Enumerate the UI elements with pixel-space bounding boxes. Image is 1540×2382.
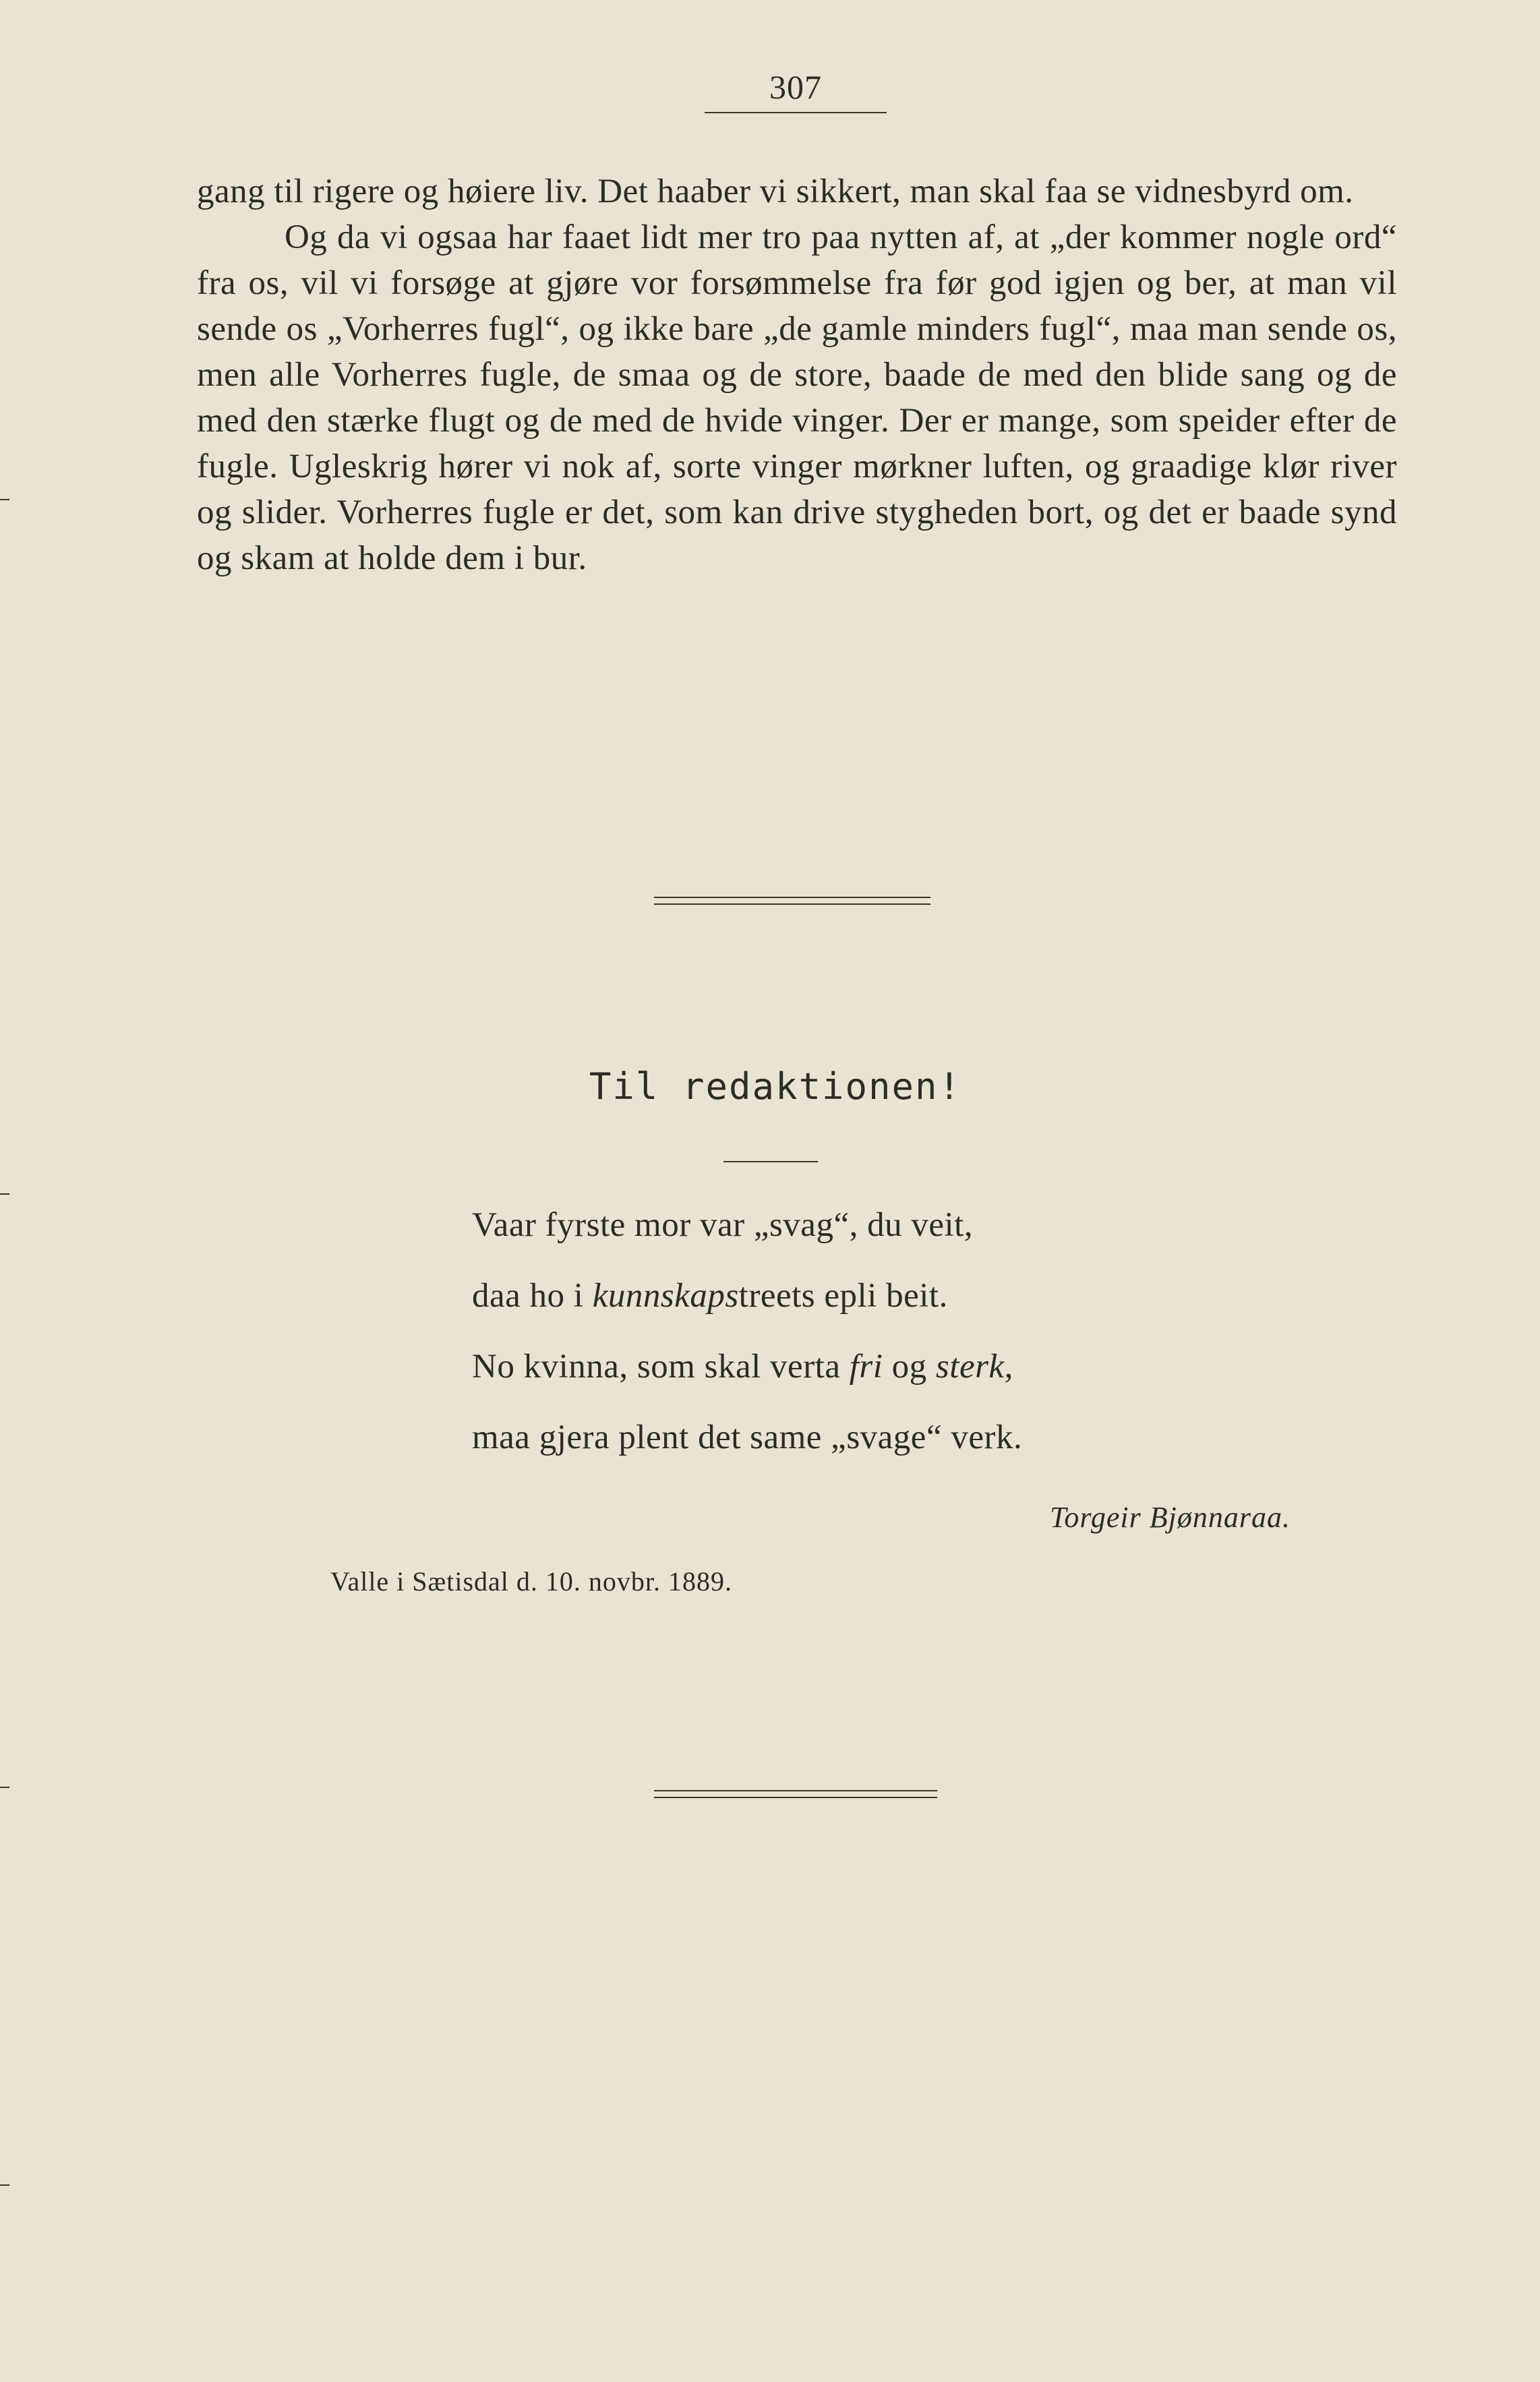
- poem-line-2-post: treets epli beit.: [738, 1277, 948, 1315]
- paragraph-2: Og da vi ogsaa har faaet lidt mer tro paa nytten af, at „der kommer nogle ord“ fra os, vil vi forsøge at gjøre vor forsømmelse fra før god igjen og ber, at man vil sende os „Vorherres fugl“, og ikke bare „de gamle minders fugl“, maa man sende os, men alle Vorherres fugle, de smaa og de store, baade de med den blide sang og de med den stærke flugt og de med de hvide vinger. Der er mange, som speider efter de fugle. Ugleskrig hører vi nok af, sorte vinger mørkner luften, og graadige klør river og slider. Vorherres fugle er det, som kan drive stygheden bort, og det er baade synd og skam at holde dem i bur.: [197, 218, 1397, 577]
- heading-rule: [723, 1161, 818, 1162]
- poem-line-2-pre: daa ho i: [472, 1277, 593, 1315]
- poem-line-1: Vaar fyrste mor var „svag“, du veit,: [472, 1206, 974, 1244]
- dateline: Valle i Sætisdal d. 10. novbr. 1889.: [330, 1566, 732, 1597]
- poem: [472, 1201, 1247, 1485]
- page-number: 307: [769, 68, 822, 106]
- margin-tick: [0, 2184, 9, 2186]
- poem-line-2: [472, 1272, 1247, 1343]
- margin-tick: [0, 499, 9, 500]
- page-number-rule: [705, 112, 887, 113]
- poem-line-3: [472, 1343, 1247, 1414]
- margin-tick: [0, 1193, 9, 1195]
- poem-line-3-italic-2: sterk: [935, 1348, 1005, 1386]
- section-divider-top: [654, 897, 930, 905]
- poem-line-3-pre: No kvinna, som skal verta: [472, 1348, 850, 1386]
- section-divider-bottom: [654, 1790, 937, 1798]
- paragraph-1: gang til rigere og høiere liv. Det haaber vi sikkert, man skal faa se vidnesbyrd om.: [197, 173, 1354, 210]
- poem-line-3-mid: og: [883, 1348, 936, 1386]
- margin-tick: [0, 1787, 9, 1788]
- poem-line-3-italic-1: fri: [849, 1348, 883, 1386]
- poem-heading: Til redaktionen!: [589, 1065, 962, 1108]
- poem-line-4: maa gjera plent det same „svage“ verk.: [472, 1419, 1023, 1456]
- poem-line-3-post: ,: [1004, 1348, 1013, 1386]
- author-signature: Torgeir Bjønnaraa.: [1049, 1501, 1291, 1534]
- poem-line-2-italic: kunnskaps: [592, 1277, 739, 1315]
- article-body: [197, 169, 1397, 581]
